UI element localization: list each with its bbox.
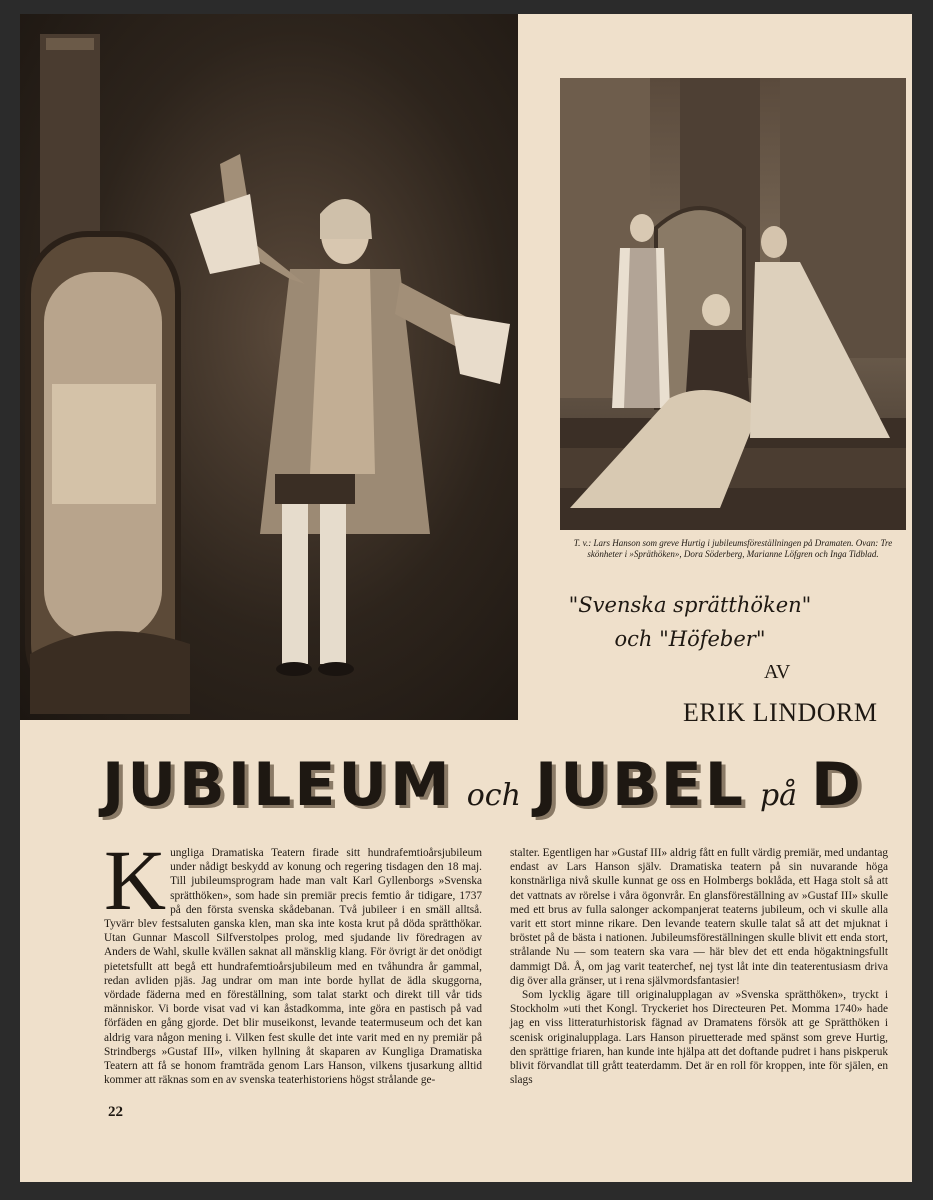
drop-cap: K (104, 832, 167, 928)
left-column-text: ungliga Dramatiska Teatern firade sitt hundrafemtioårsjubileum under nådigt beskydd av konung och regering tisdagen den 18 maj. Till jubileumsprogram hade man valt Karl Gyllenborgs »Svenska sprätthöken», som hade sin premiär precis femtio år tidigare, 1737 på den första svenska skådebanan. Två jubileer i en smäll alltså. Tyvärr blev festsaluten ganska klen, man ska inte kosta krut på döda sprätthökar. Utan Gunnar Mascoll Silfverstolpes prolog, med sjudande liv föredragen av Anders de Wahl, skulle kvällen saknat all mänsklig klang. För övrigt är det onödigt pietetsfullt att begå ett hundrafemtioårsjubileum med en tvåhundra år gammal, redan avliden pjäs. Jag undrar om man inte borde hyllat de ädla skuggorna, vördade fäderna med en föreställning, som talat starkt och direkt till vår tids människor. Vi borde visat vad vi kan åstadkomma, inte göra en pastisch på vad förfäden en gång gjorde. Det blir museikonst, levande teatermuseum och det kan aldrig vara någon mening i. Vilken fest skulle det inte varit med en ny premiär på Strindbergs »Gustaf III», vilken hyllning åt skaparen av Kungliga Dramatiska Teatern att få se honom framträda genom Lars Hanson, vilkens tjusarkung alltid kommer att räknas som en av svenska teaterhistoriens högst strålande ge- (104, 847, 482, 1087)
author-name: ERIK LINDORM (683, 698, 878, 727)
headline-word-2: och (466, 778, 521, 813)
article-headline (102, 750, 912, 820)
headline-word-3: JUBEL (534, 750, 746, 820)
stage-photo-illustration (20, 14, 518, 720)
headline-word-1: JUBILEUM (102, 750, 453, 820)
headline-word-4: på (759, 778, 798, 813)
magazine-page (20, 14, 912, 1182)
headline-word-5: D (811, 750, 864, 820)
stage-photo-illustration-2 (560, 78, 906, 530)
article-column-left (104, 832, 482, 1087)
photo-three-beauties (560, 78, 906, 530)
right-column-paragraph-2: Som lycklig ägare till originalupplagan av »Svenska sprätthöken», tryckt i Stockholm »uti thet Kongl. Tryckeriet hos Directeuren Pet. Momma 1740» hade jag en viss litteraturhistorisk fägnad av Dramatens försök att ge Sprätthöken i scenisk originalupplaga. Lars Hanson piruetterade med spänst som greve Hurtig, den sprättige friaren, han kunde inte hjälpa att det doftande pudret i hans piskperuk blivit förvandlat till grått teaterdamm. Det är en roll för kroppen, inte för själen, en slags (510, 989, 888, 1087)
photo-lars-hanson (20, 14, 518, 720)
subtitle-line-1: "Svenska sprätthöken" (568, 593, 812, 617)
article-column-right (510, 846, 888, 1087)
byline-av: AV (764, 661, 791, 683)
subtitle-line-2: och "Höfeber" (614, 626, 766, 651)
photo-caption: T. v.: Lars Hanson som greve Hurtig i jubileumsföreställningen på Dramaten. Ovan: Tre skönheter i »Spräthöken», Dora Söderberg, Marianne Löfgren och Inga Tidblad. (573, 538, 893, 560)
page-number: 22 (108, 1104, 123, 1120)
right-column-paragraph-1: stalter. Egentligen har »Gustaf III» aldrig fått en fullt värdig premiär, med undantag endast av Lars Hanson själv. Dramatiska teatern på sin nuvarande höga konstnärliga nivå skulle kunnat ge oss en Holmbergs boklåda, ett Haga stolt så att det vattnats av rörelse i våra ögonvrår. En glansföreställning av »Gustaf III» skulle med ett brus av fulla salonger ackompanjerat teaterns jubileum, och vi skulle alla varit ett stort minne rikare. Den levande teatern skulle talat så att det mjuknat i bröstet på de bästa i nationen. Jubileumsföreställningen skulle blivit ett enda stort, strålande Nu — som teatern ska vara — här blev det ett enda högaktningsfullt dammigt Då. Å, om jag varit teaterchef, nej tyst låt inte din teaterentusiasm driva dig över alla gränser, ut i rena självmordsfantasier! (510, 847, 888, 987)
article-subtitle (560, 589, 820, 656)
